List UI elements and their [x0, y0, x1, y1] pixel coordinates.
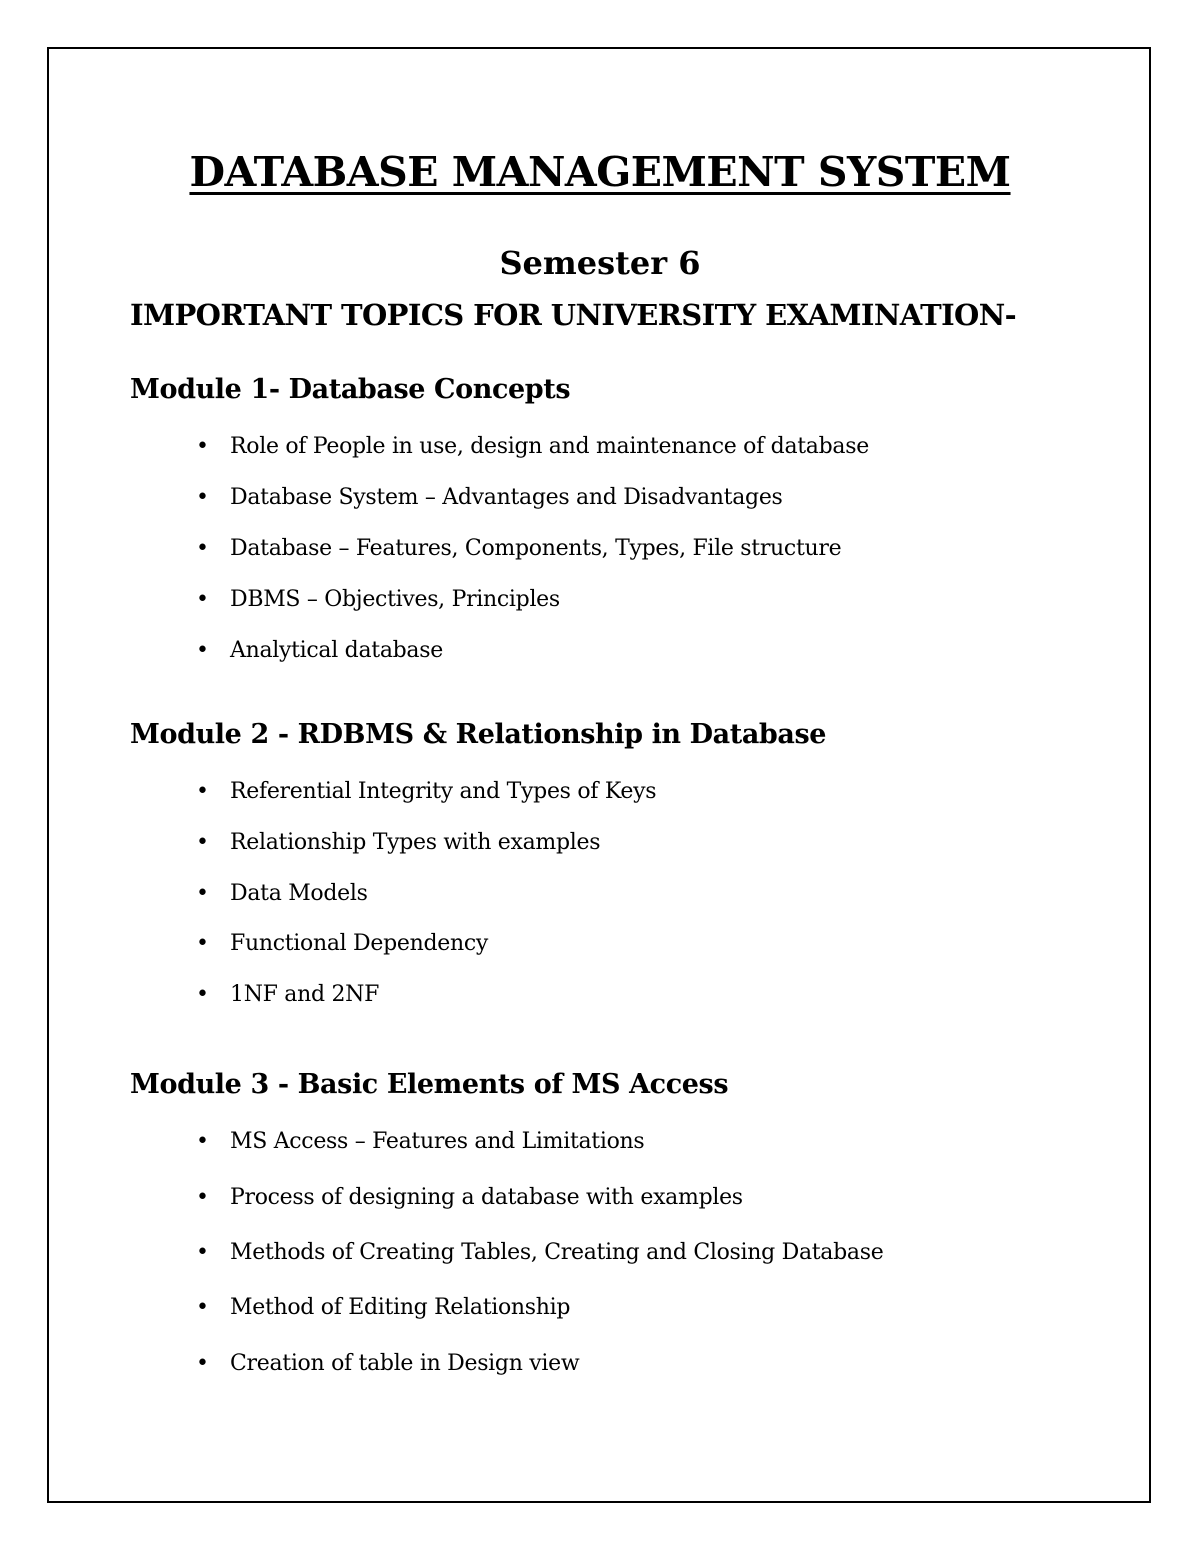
list-item: Analytical database: [230, 638, 443, 663]
bullet-marker: •: [196, 1129, 209, 1154]
bullet-marker: •: [196, 434, 209, 459]
list-item: MS Access – Features and Limitations: [230, 1129, 645, 1154]
bullet-marker: •: [196, 1351, 209, 1376]
bullet-marker: •: [196, 830, 209, 855]
list-item: DBMS – Objectives, Principles: [230, 587, 560, 612]
bullet-marker: •: [196, 1295, 209, 1320]
semester-label: Semester 6: [499, 244, 701, 282]
bullet-marker: •: [196, 1240, 209, 1265]
list-item: Database System – Advantages and Disadvantages: [230, 485, 783, 510]
module-1-heading: Module 1- Database Concepts: [130, 374, 571, 405]
bullet-marker: •: [196, 485, 209, 510]
bullet-marker: •: [196, 779, 209, 804]
document-subtitle: IMPORTANT TOPICS FOR UNIVERSITY EXAMINATION-: [130, 298, 1017, 332]
list-item: Role of People in use, design and maintenance of database: [230, 434, 869, 459]
list-item: Methods of Creating Tables, Creating and Closing Database: [230, 1240, 884, 1265]
list-item: Referential Integrity and Types of Keys: [230, 779, 657, 804]
module-2-heading: Module 2 - RDBMS & Relationship in Database: [130, 719, 827, 750]
list-item: Database – Features, Components, Types, File structure: [230, 536, 842, 561]
bullet-marker: •: [196, 1185, 209, 1210]
bullet-marker: •: [196, 638, 209, 663]
list-item: Functional Dependency: [230, 931, 489, 956]
list-item: Method of Editing Relationship: [230, 1295, 571, 1320]
module-3-heading: Module 3 - Basic Elements of MS Access: [130, 1069, 729, 1100]
bullet-marker: •: [196, 931, 209, 956]
bullet-marker: •: [196, 982, 209, 1007]
list-item: 1NF and 2NF: [230, 982, 380, 1007]
list-item: Data Models: [230, 881, 368, 906]
document-title: DATABASE MANAGEMENT SYSTEM: [189, 148, 1011, 196]
list-item: Process of designing a database with examples: [230, 1185, 743, 1210]
bullet-marker: •: [196, 536, 209, 561]
bullet-marker: •: [196, 881, 209, 906]
bullet-marker: •: [196, 587, 209, 612]
list-item: Relationship Types with examples: [230, 830, 601, 855]
list-item: Creation of table in Design view: [230, 1351, 580, 1376]
